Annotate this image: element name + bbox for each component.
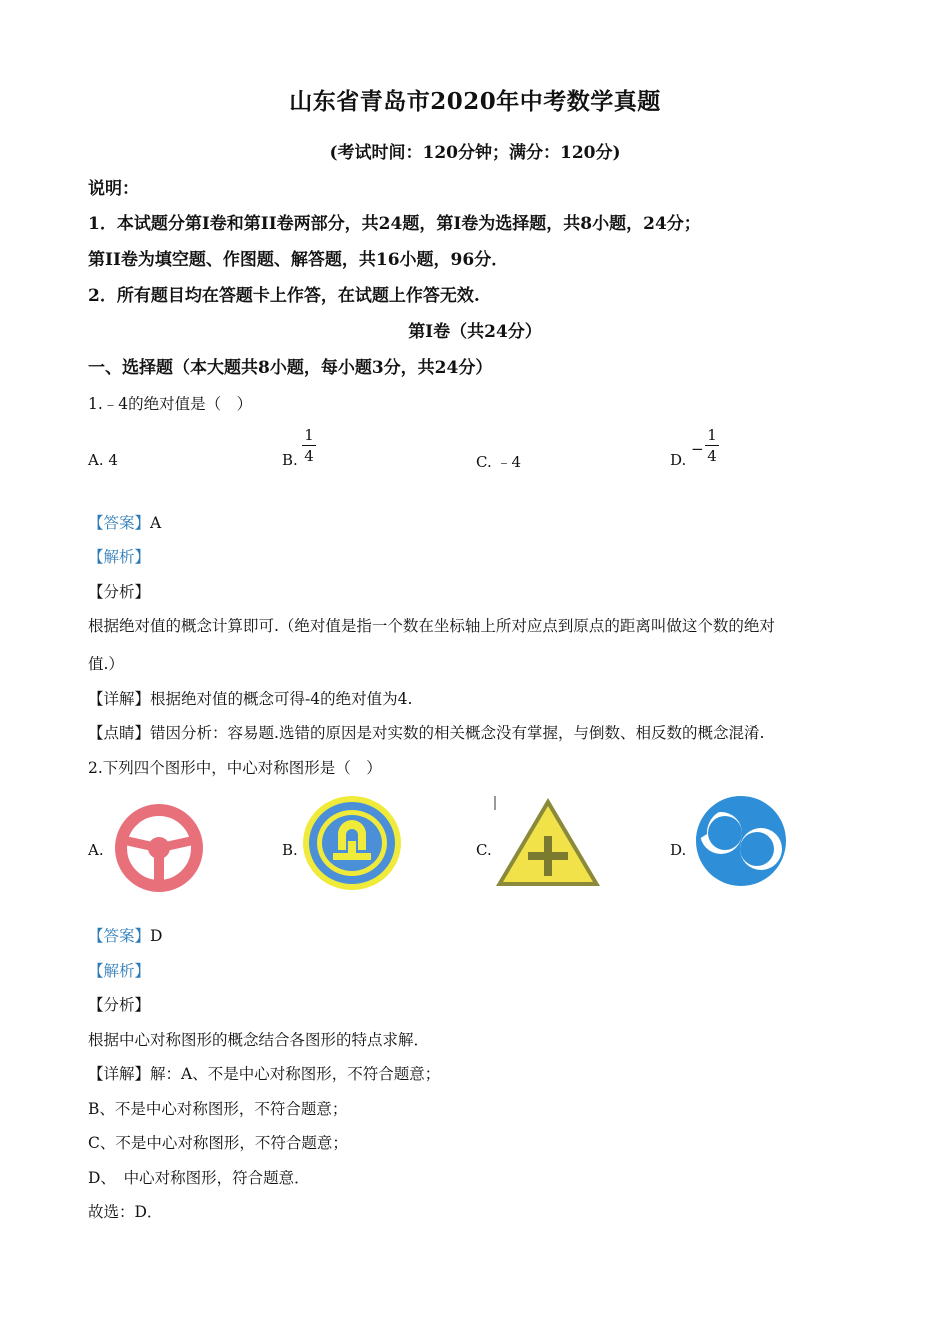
q1-fenxi-label: 【分析】 xyxy=(88,583,151,601)
detail-text: 解：A、不是中心对称图形，不符合题意； xyxy=(150,1065,441,1083)
detail-label: 【详解】 xyxy=(88,690,151,708)
fraction-bar xyxy=(705,445,719,446)
q2-option-c-label: C. xyxy=(476,841,492,859)
q1-option-b-label: B. xyxy=(282,451,298,469)
section-title: 第I卷（共24分） xyxy=(408,322,542,342)
q1-option-d-fraction xyxy=(705,426,719,465)
fraction-numerator: 1 xyxy=(304,426,314,444)
q2-fenxi-label: 【分析】 xyxy=(88,996,151,1014)
fraction-bar xyxy=(302,445,316,446)
comment-text: 错因分析：容易题.选错的原因是对实数的相关概念没有掌握，与倒数、相反数的概念混淆. xyxy=(150,724,765,742)
q2-option-a-label: A. xyxy=(88,841,104,859)
q2-analysis-label: 【解析】 xyxy=(88,962,151,980)
fraction-denominator: 4 xyxy=(707,447,717,465)
yin-yang-shape-figure xyxy=(693,794,789,888)
q1-fenxi-line-1: 根据绝对值的概念计算即可.（绝对值是指一个数在坐标轴上所对应点到原点的距离叫做这个数的绝对 xyxy=(88,617,775,635)
q1-detail xyxy=(88,687,412,709)
q1-option-d-sign: − xyxy=(691,440,704,458)
notes-heading: 说明： xyxy=(88,179,139,199)
answer-value: A xyxy=(150,514,162,532)
note-line-3: 2．所有题目均在答题卡上作答，在试题上作答无效. xyxy=(88,286,480,306)
detail-label: 【详解】 xyxy=(88,1065,151,1083)
q2-fenxi-text: 根据中心对称图形的概念结合各图形的特点求解． xyxy=(88,1031,430,1049)
exam-info: (考试时间：120分钟；满分：120分) xyxy=(329,143,621,163)
page-title: 山东省青岛市2020年中考数学真题 xyxy=(289,88,661,115)
steering-wheel-figure xyxy=(110,802,208,894)
answer-value: D xyxy=(150,927,163,945)
answer-label: 【答案】 xyxy=(88,514,151,532)
note-line-1: 1．本试题分第I卷和第II卷两部分，共24题，第I卷为选择题，共8小题，24分； xyxy=(88,214,701,234)
q2-detail-line-2: B、不是中心对称图形，不符合题意； xyxy=(88,1100,348,1118)
part-title: 一、选择题（本大题共8小题，每小题3分，共24分） xyxy=(88,358,493,378)
q1-answer xyxy=(88,511,161,533)
fraction-numerator: 1 xyxy=(707,426,717,444)
answer-label: 【答案】 xyxy=(88,927,151,945)
q2-stem: 2.下列四个图形中，中心对称图形是（ ） xyxy=(88,759,382,777)
q1-analysis-label: 【解析】 xyxy=(88,548,151,566)
q2-conclusion: 故选：D． xyxy=(88,1203,163,1221)
q2-detail-line-3: C、不是中心对称图形，不符合题意； xyxy=(88,1134,348,1152)
q2-answer xyxy=(88,924,162,946)
q1-option-a: A. 4 xyxy=(88,451,118,469)
q2-detail-line-4: D、 中心对称图形，符合题意． xyxy=(88,1169,310,1187)
q1-stem: 1.﹣4的绝对值是（ ） xyxy=(88,395,253,413)
note-line-2: 第II卷为填空题、作图题、解答题，共16小题，96分． xyxy=(88,250,509,270)
railway-logo-figure xyxy=(300,794,404,892)
q1-fenxi-line-2: 值.） xyxy=(88,655,124,673)
warning-triangle-figure xyxy=(490,792,606,892)
fraction-denominator: 4 xyxy=(304,447,314,465)
q2-option-b-label: B. xyxy=(282,841,298,859)
q2-option-d-label: D. xyxy=(670,841,687,859)
q1-comment xyxy=(88,721,764,743)
detail-text: 根据绝对值的概念可得-4的绝对值为4. xyxy=(150,690,413,708)
q2-detail-line-1 xyxy=(88,1062,440,1084)
q1-option-c: C. ﹣4 xyxy=(476,453,522,471)
q1-option-b-fraction xyxy=(302,426,316,465)
comment-label: 【点睛】 xyxy=(88,724,151,742)
q1-option-d-label: D. xyxy=(670,451,687,469)
